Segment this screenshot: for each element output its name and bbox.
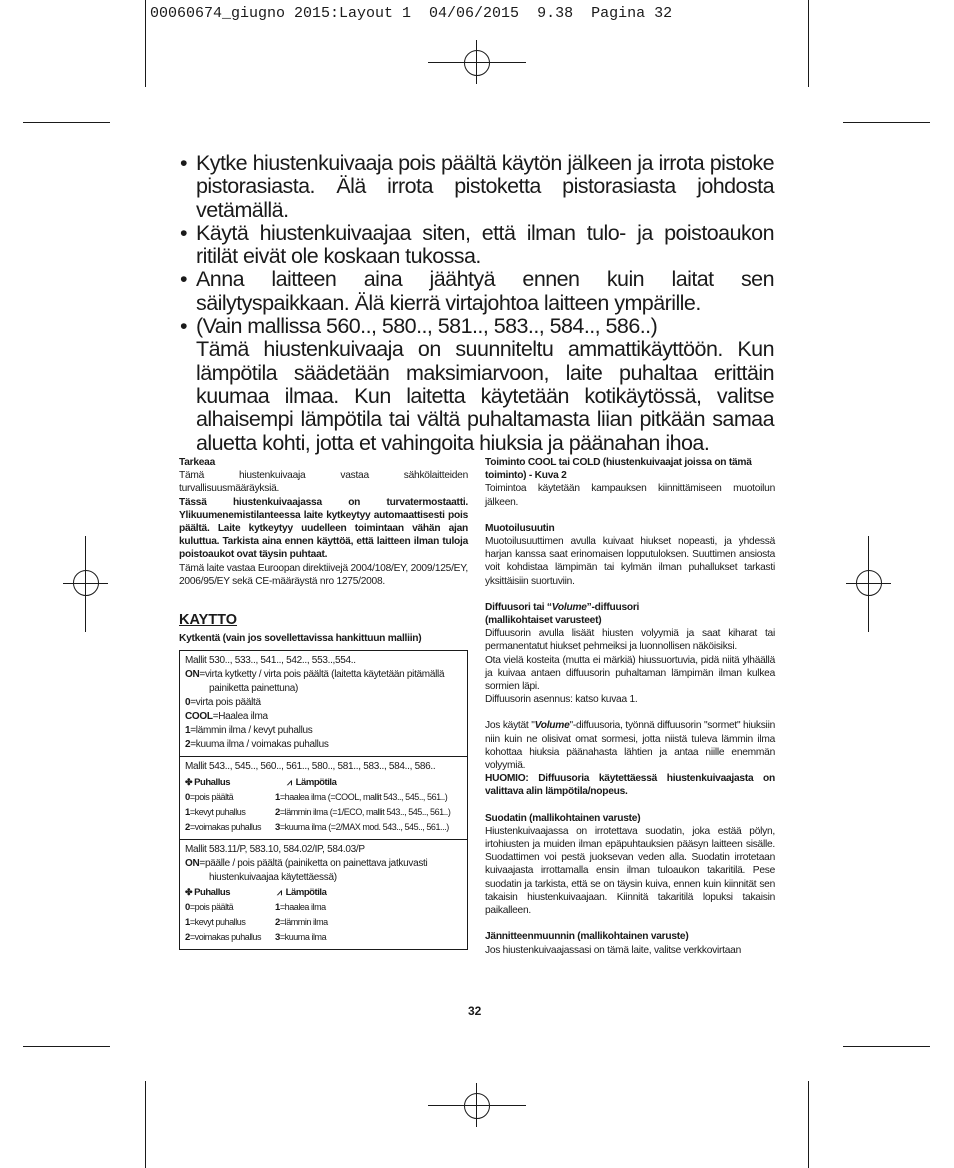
switch-section-3: [180, 840, 467, 949]
switch-row: 0=virta pois päältä: [185, 697, 261, 709]
switch-row: ON=virta kytketty / virta pois päältä (laitetta käytetään pitämällä: [185, 669, 445, 681]
switch-grid: ✤ Puhallus ⩘ Lämpötila 0=pois päältä 1=haalea ilma 1=kevyt puhallus 2=lämmin ilma 2=voimakas puhallus 3=kuuma ilma: [185, 887, 328, 944]
cool-heading: Toiminto COOL tai COLD (hiustenkuivaajat joissa on tämä toiminto) - Kuva 2: [485, 457, 752, 482]
models-line: Mallit 530.., 533.., 541.., 542.., 553..,554..: [185, 655, 356, 667]
kaytto-heading: KAYTTO: [179, 612, 238, 629]
diffuser-text: Diffuusorin asennus: katso kuvaa 1.: [485, 694, 638, 706]
page-number: 32: [468, 1004, 482, 1018]
crop-mark: [843, 1046, 930, 1047]
cool-text: Toimintoa käytetään kampauksen kiinnittämiseen muotoilun jälkeen.: [485, 483, 775, 508]
heat-icon: ⩘: [277, 887, 282, 898]
tarkeaa-warning: Tässä hiustenkuivaajassa on turvatermostaatti. Ylikuumenemistilanteessa laite kytkeytyy automaattisesti pois päältä. Laite kytkeytyy uudelleen toimintaan vähän ajan kuluttua. Tarkista aina ennen käyttöä, että laitteen ilman tuloja poistoaukot ovat täysin puhtaat.: [179, 496, 468, 561]
jannite-heading: Jännitteenmuunnin (mallikohtainen varuste): [485, 931, 689, 943]
volume-text: Jos käytät "Volume"-diffuusoria, työnnä diffuusorin "sormet" hiuksiin niin kuin ne olisivat omat sormesi, jotta niistä tuleva lämmin ilma kohottaa hiuksia päänahasta lähtien ja antaa niille enemmän volyymiä.: [485, 720, 775, 772]
tarkeaa-directives: Tämä laite vastaa Euroopan direktiivejä 2004/108/EY, 2009/125/EY, 2006/95/EY sekä CE-määräystä nro 1275/2008.: [179, 562, 468, 587]
diffuser-text: Diffuusorin avulla lisäät hiusten volyymiä ja saat kiharat tai permanentatut hiukset pehmeiksi ja luonnollisen näköisiksi.: [485, 628, 775, 653]
switch-table: [179, 650, 468, 950]
muotoilu-text: Muotoilusuuttimen avulla kuivaat hiukset nopeasti, ja yhdessä harjan kanssa saat erinomaisen lopputuloksen. Suuttimen ansiosta voit kohdistaa lämpimän tai kylmän ilman puhallukset tarkasti yksittäisiin suortuviin.: [485, 536, 775, 587]
bullet-item: • Kytke hiustenkuivaaja pois päältä käytön jälkeen ja irrota pistoke pistorasiasta. Älä irrota pistoketta pistorasiasta johdosta vetämällä.: [180, 151, 774, 222]
crop-mark: [23, 1046, 110, 1047]
bullet-item: • Anna laitteen aina jäähtyä ennen kuin laitat sen säilytyspaikkaan. Älä kierrä virtajohtoa laitteen ympärille.: [180, 267, 774, 315]
tarkeaa-text: Tämä hiustenkuivaaja vastaa sähkölaitteiden turvallisuusmääräyksiä.: [179, 470, 468, 495]
models-line: Mallit 583.11/P, 583.10, 584.02/IP, 584.03/P: [185, 844, 365, 856]
kytkenta-heading: Kytkentä (vain jos sovellettavissa hankittuun malliin): [179, 633, 422, 645]
switch-row: 1=lämmin ilma / kevyt puhallus: [185, 725, 313, 737]
bullet-item: • Käytä hiustenkuivaajaa siten, että ilman tulo- ja poistoaukon ritilät eivät ole koskaan tukossa.: [180, 220, 774, 269]
switch-row-cont: painiketta painettuna): [209, 683, 299, 695]
heat-icon: ⩘: [287, 777, 292, 788]
switch-section-2: [180, 757, 467, 840]
diffuser-subheading: (mallikohtaiset varusteet): [485, 615, 602, 627]
safety-bullet-list: [180, 152, 774, 455]
switch-row: ON=päälle / pois päältä (painiketta on painettava jatkuvasti: [185, 858, 428, 870]
crop-mark: [843, 122, 930, 123]
switch-grid: ✤ Puhallus ⩘ Lämpötila 0=pois päältä 1=haalea ilma (=COOL, mallit 543.., 545.., 561..) 1=kevyt puhallus 2=lämmin ilma (=1/ECO, mallit 543.., 545.., 561..) 2=voimakas puhallus 3=kuuma ilma (=2/MAX mod. 543.., 545.., 561...): [185, 777, 451, 834]
crop-mark: [808, 0, 809, 87]
diffuser-heading: Diffuusori tai “Volume”-diffuusori: [485, 601, 640, 613]
crop-mark: [23, 122, 110, 123]
jannite-text: Jos hiustenkuivaajassasi on tämä laite, valitse verkkovirtaan: [485, 944, 741, 956]
switch-section-1: [180, 651, 467, 757]
crop-mark: [145, 1081, 146, 1168]
crop-mark: [145, 0, 146, 87]
tarkeaa-heading: Tarkeaa: [179, 457, 216, 468]
huomio-note: HUOMIO: Diffuusoria käytettäessä hiustenkuivaajasta on valittava alin lämpötila/nopeus.: [485, 773, 775, 798]
left-column: [179, 456, 468, 950]
switch-row: 2=kuuma ilma / voimakas puhallus: [185, 739, 329, 751]
fan-icon: ✤: [185, 887, 193, 898]
switch-row-cont: hiustenkuivaajaa käytettäessä): [209, 872, 337, 884]
crop-mark: [808, 1081, 809, 1168]
diffuser-text: Ota vielä kosteita (mutta ei märkiä) hiussuortuvia, pidä niitä ylhäällä ja kuivaa antaen diffuusorin puhaltaman lämpimän ilman kulkea sormien läpi.: [485, 654, 775, 693]
models-line: Mallit 543.., 545.., 560.., 561.., 580.., 581.., 583.., 584.., 586..: [185, 761, 436, 773]
print-slug: 00060674_giugno 2015:Layout 1 04/06/2015 9.38 Pagina 32: [150, 5, 673, 22]
bullet-item: • (Vain mallissa 560.., 580.., 581.., 583.., 584.., 586..) Tämä hiustenkuivaaja on suunniteltu ammattikäyttöön. Kun lämpötila säädetään maksimiarvoon, laite puhaltaa erittäin kuumaa ilmaa. Kun laitetta käytetään kotikäytössä, valitse alhaisempi lämpötila tai vältä puhaltamasta liian pitkään samaa aluetta kohti, jotta et vahingoita hiuksia ja päänahan ihoa.: [180, 314, 774, 455]
fan-icon: ✤: [185, 777, 193, 788]
suodatin-text: Hiustenkuivaajassa on irrotettava suodatin, joka estää pölyn, irtohiusten ja muiden ilman epäpuhtauksien pääsyn laitteen sisälle. Suodattimen voi pestä juoksevan veden alla. Suodatin irrotetaan kuivaajasta irrottamalla ensin ilman tuloaukon takaritilä. Pese suodatin ja tarkista, että se on täysin kuiva, ennen kuin kiinnität sen takaisin hiustenkuivaajaan. Kiinnitä takaritilä lopuksi takaisin paikalleen.: [485, 825, 775, 917]
switch-row: COOL=Haalea ilma: [185, 711, 268, 723]
suodatin-heading: Suodatin (mallikohtainen varuste): [485, 812, 641, 824]
right-column: [485, 456, 775, 957]
muotoilu-heading: Muotoilusuutin: [485, 522, 555, 534]
